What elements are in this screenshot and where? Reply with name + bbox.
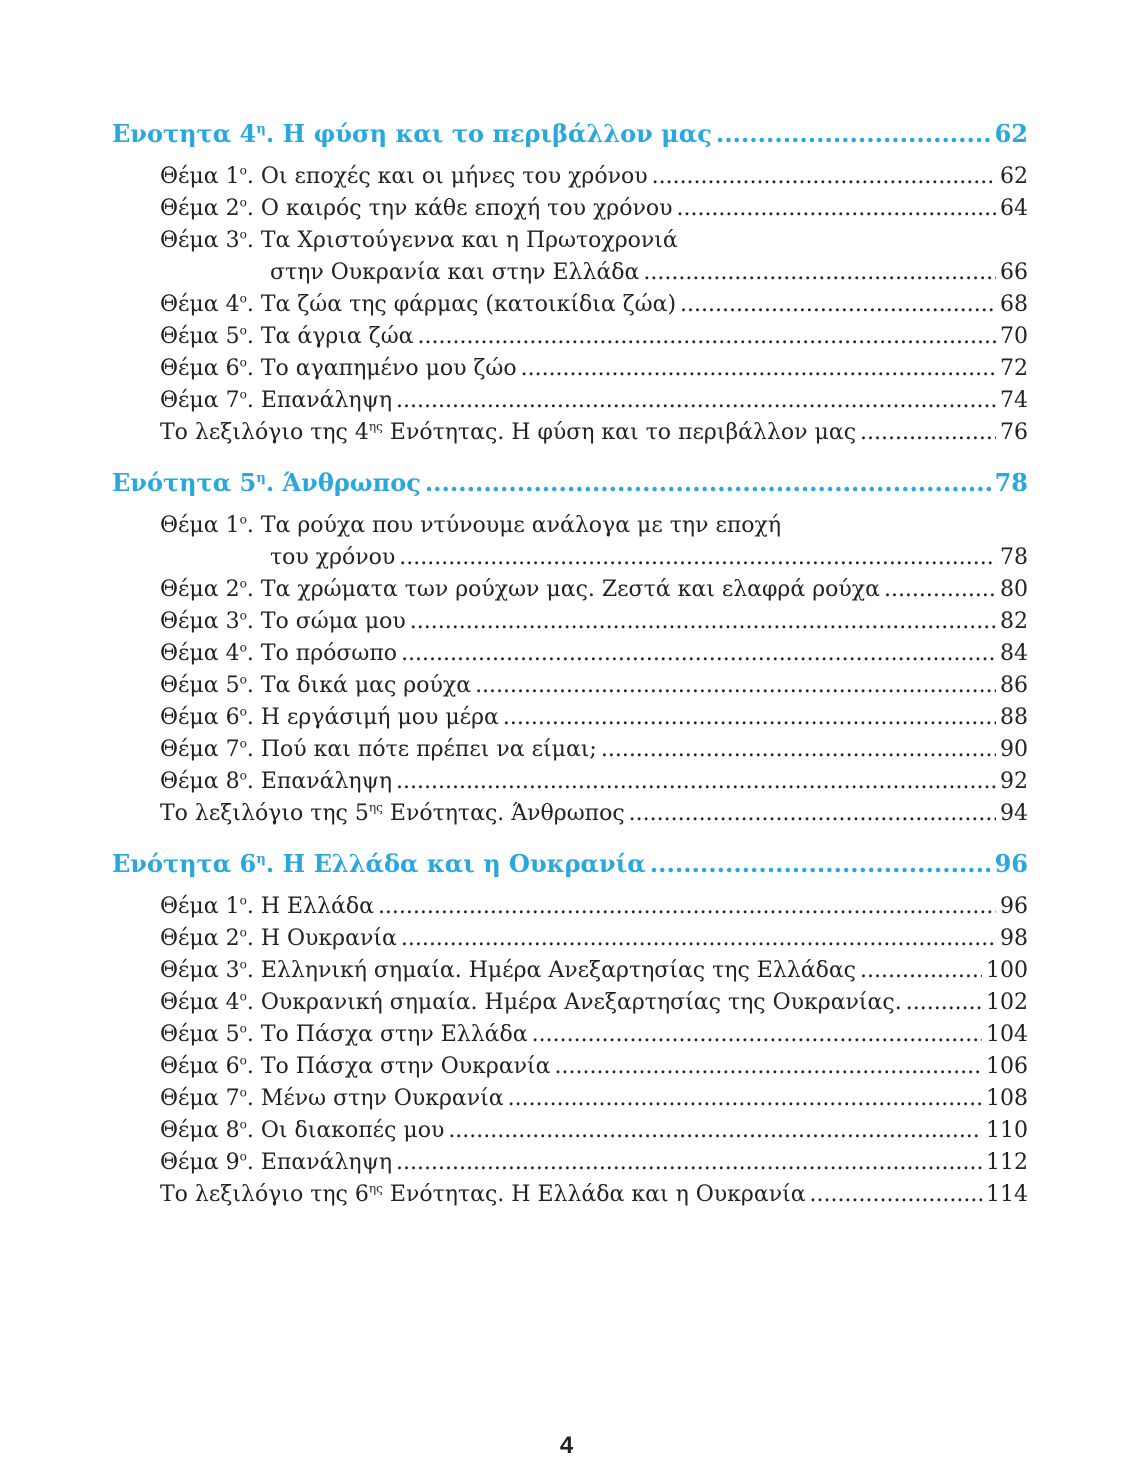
page-ref: 96 <box>994 849 1028 878</box>
toc-entry[interactable]: Θέμα $9^o$. Επανάληψη ..... 112 <box>112 1147 1028 1179</box>
toc-entry[interactable]: Θέμα $3^o$. Το σώμα μου ..... 82 <box>112 606 1028 638</box>
toc-entry[interactable]: Θέμα $7^o$. Πού και πότε πρέπει να είμαι; ..... 90 <box>112 734 1028 766</box>
toc-entry-continuation[interactable]: του χρόνου ..... 78 <box>112 542 1028 574</box>
toc-entry[interactable]: Θέμα $7^o$. Μένω στην Ουκρανία ..... 108 <box>112 1083 1028 1115</box>
table-of-contents <box>112 115 1028 1211</box>
toc-entry[interactable]: Θέμα $1^o$. Τα ρούχα που ντύνουμε ανάλογα με την εποχή <box>160 512 782 538</box>
section-heading[interactable]: Ενότητα $6^\eta$. Η Ελλάδα και η Ουκρανία ..... 96 <box>112 845 1028 882</box>
toc-entry[interactable]: Θέμα $4^o$. Το πρόσωπο ..... 84 <box>112 638 1028 670</box>
toc-entry[interactable]: Θέμα $8^o$. Επανάληψη ..... 92 <box>112 766 1028 798</box>
toc-entry[interactable]: Το λεξιλόγιο της $4^{\eta\varsigma}$ Ενότητας. Η φύση και το περιβάλλον μας ..... 76 <box>112 417 1028 449</box>
toc-entry[interactable]: Το λεξιλόγιο της $6^{\eta\varsigma}$ Ενότητας. Η Ελλάδα και η Ουκρανία ..... 114 <box>112 1179 1028 1211</box>
toc-entry[interactable]: Θέμα $2^o$. Τα χρώματα των ρούχων μας. Ζεστά και ελαφρά ρούχα ..... 80 <box>112 574 1028 606</box>
toc-entry-continuation[interactable]: στην Ουκρανία και στην Ελλάδα ..... 66 <box>112 257 1028 289</box>
page-ref: 62 <box>994 119 1028 148</box>
toc-entry[interactable]: Θέμα $6^o$. Η εργάσιμή μου μέρα ..... 88 <box>112 702 1028 734</box>
toc-entry[interactable]: Θέμα $2^o$. Η Ουκρανία ..... 98 <box>112 923 1028 955</box>
dot-leader <box>425 464 991 501</box>
toc-entry[interactable]: Θέμα $6^o$. Το αγαπημένο μου ζώο ..... 72 <box>112 353 1028 385</box>
page-ref: 78 <box>994 468 1028 497</box>
section-heading[interactable]: Ενοτητα $4^\eta$. Η φύση και το περιβάλλον μας ..... 62 <box>112 115 1028 152</box>
toc-entry[interactable]: Θέμα $1^o$. Η Ελλάδα ..... 96 <box>112 891 1028 923</box>
toc-entry[interactable]: Το λεξιλόγιο της $5^{\eta\varsigma}$ Ενότητας. Άνθρωπος ..... 94 <box>112 798 1028 830</box>
dot-leader <box>716 115 991 152</box>
toc-entry[interactable]: Θέμα $1^o$. Οι εποχές και οι μήνες του χρόνου ..... 62 <box>112 161 1028 193</box>
toc-entry[interactable]: Θέμα $3^o$. Τα Χριστούγεννα και η Πρωτοχρονιά <box>160 227 678 253</box>
section-heading[interactable]: Ενότητα $5^\eta$. Άνθρωπος ..... 78 <box>112 464 1028 501</box>
toc-entry[interactable]: Θέμα $4^o$. Ουκρανική σημαία. Ημέρα Ανεξαρτησίας της Ουκρανίας. ..... 102 <box>112 987 1028 1019</box>
dot-leader <box>650 845 991 882</box>
page-number: 4 <box>559 1432 574 1459</box>
toc-entry[interactable]: Θέμα $3^o$. Ελληνική σημαία. Ημέρα Ανεξαρτησίας της Ελλάδας ..... 100 <box>112 955 1028 987</box>
toc-entry[interactable]: Θέμα $5^o$. Το Πάσχα στην Ελλάδα ..... 104 <box>112 1019 1028 1051</box>
toc-entry[interactable]: Θέμα $2^o$. Ο καιρός την κάθε εποχή του χρόνου ..... 64 <box>112 193 1028 225</box>
toc-entry[interactable]: Θέμα $6^o$. Το Πάσχα στην Ουκρανία ..... 106 <box>112 1051 1028 1083</box>
toc-entry[interactable]: Θέμα $5^o$. Τα δικά μας ρούχα ..... 86 <box>112 670 1028 702</box>
toc-entry[interactable]: Θέμα $5^o$. Τα άγρια ζώα ..... 70 <box>112 321 1028 353</box>
toc-entry[interactable]: Θέμα $4^o$. Τα ζώα της φάρμας (κατοικίδια ζώα) ..... 68 <box>112 289 1028 321</box>
toc-entry[interactable]: Θέμα $7^o$. Επανάληψη ..... 74 <box>112 385 1028 417</box>
toc-entry[interactable]: Θέμα $8^o$. Οι διακοπές μου ..... 110 <box>112 1115 1028 1147</box>
